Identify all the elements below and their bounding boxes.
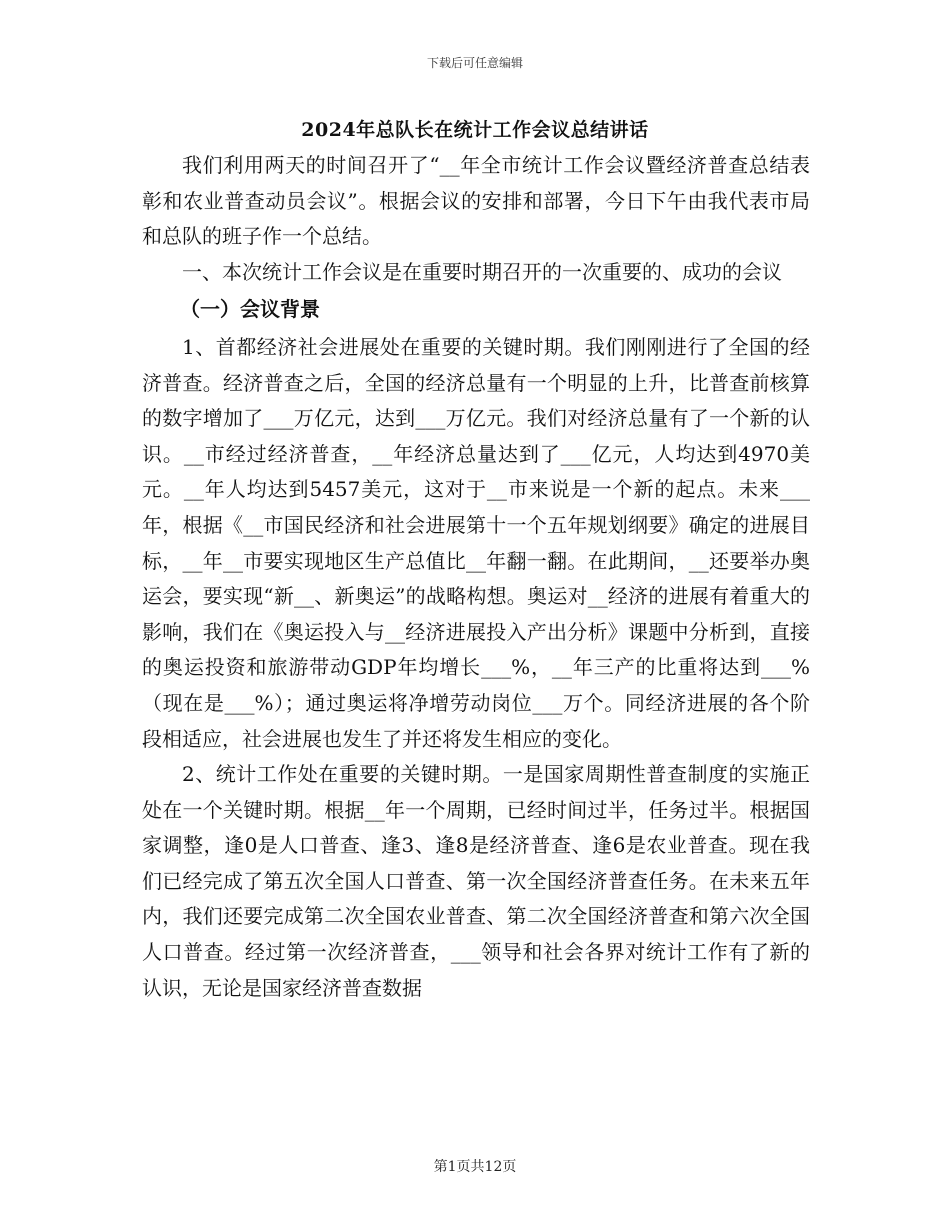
- header-note: 下载后可任意编辑: [426, 56, 523, 70]
- paragraph: 1、首都经济社会进展处在重要的关键时期。我们刚刚进行了全国的经济普查。经济普查之后，全国的经济总量有一个明显的上升，比普查前核算的数字增加了___万亿元，达到___万亿元。我们对经济总量有了一个新的认识。__市经过经济普查，__年经济总量达到了___亿元，人均达到4970美元。__年人均达到5457美元，这对于__市来说是一个新的起点。未来___年，根据《__市国民经济和社会进展第十一个五年规划纲要》确定的进展目标，__年__市要实现地区生产总值比__年翻一翻。在此期间，__还要举办奥运会，要实现“新__、新奥运”的战略构想。奥运对__经济的进展有着重大的影响，我们在《奥运投入与__经济进展投入产出分析》课题中分析到，直接的奥运投资和旅游带动GDP年均增长___%，__年三产的比重将达到___%（现在是___%）；通过奥运将净增劳动岗位___万个。同经济进展的各个阶段相适应，社会进展也发生了并还将发生相应的变化。: [142, 334, 810, 751]
- section-heading: （一）会议背景: [180, 297, 320, 322]
- paragraph: 一、本次统计工作会议是在重要时期召开的一次重要的、成功的会议: [182, 259, 782, 284]
- paragraph: 我们利用两天的时间召开了“__年全市统计工作会议暨经济普查总结表彰和农业普查动员会议”。根据会议的安排和部署，今日下午由我代表市局和总队的班子作一个总结。: [142, 153, 810, 249]
- page-footer: 第1页共12页: [433, 1159, 517, 1175]
- document-body: [142, 148, 810, 1006]
- paragraph: 2、统计工作处在重要的关键时期。一是国家周期性普查制度的实施正处在一个关键时期。根据__年一个周期，已经时间过半，任务过半。根据国家调整，逢0是人口普查、逢3、逢8是经济普查、逢6是农业普查。现在我们已经完成了第五次全国人口普查、第一次全国经济普查任务。在未来五年内，我们还要完成第二次全国农业普查、第二次全国经济普查和第六次全国人口普查。经过第一次经济普查，___领导和社会各界对统计工作有了新的认识，无论是国家经济普查数据: [142, 762, 810, 1000]
- document-title: 2024年总队长在统计工作会议总结讲话: [301, 119, 649, 141]
